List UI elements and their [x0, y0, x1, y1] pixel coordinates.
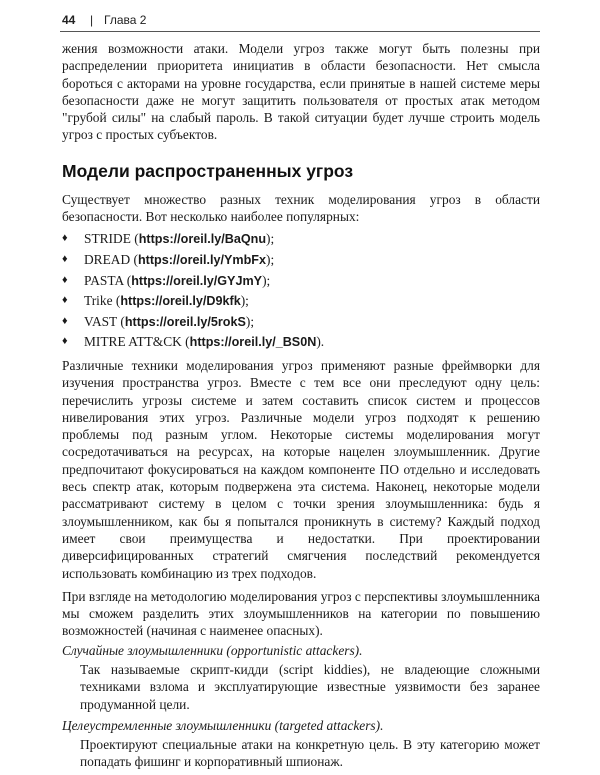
model-link[interactable]: https://oreil.ly/5rokS	[124, 314, 246, 329]
chapter-title: Глава 2	[104, 13, 147, 27]
list-item-end: ).	[316, 334, 325, 350]
bullet-icon: ♦	[62, 232, 68, 245]
model-link[interactable]: https://oreil.ly/BaQnu	[138, 232, 267, 247]
list-item: ♦ STRIDE (https://oreil.ly/BaQnu);	[62, 229, 540, 250]
model-name: Trike	[84, 293, 113, 309]
model-link[interactable]: https://oreil.ly/D9kfk	[120, 294, 241, 309]
model-name: MITRE ATT&CK	[84, 334, 182, 350]
model-name: PASTA	[84, 272, 124, 288]
header-separator: |	[90, 13, 94, 27]
list-item-end: );	[262, 272, 271, 288]
list-item: ♦ MITRE ATT&CK (https://oreil.ly/_BS0N).	[62, 332, 540, 353]
bullet-icon: ♦	[62, 314, 68, 327]
bullet-icon: ♦	[62, 294, 68, 307]
category-targeted-title: Целеустремленные злоумышленники (targeted attackers).	[62, 717, 384, 733]
model-name: STRIDE	[84, 231, 131, 247]
category-opportunistic-text: Так называемые скрипт-кидди (script kiddies), не владеющие сложными техниками взлома и эксплуатирующие известные уязвимости без заранее продуманной цели.	[80, 661, 540, 712]
list-item: ♦ PASTA (https://oreil.ly/GYJmY);	[62, 271, 540, 292]
list-item: ♦ VAST (https://oreil.ly/5rokS);	[62, 312, 540, 333]
model-link[interactable]: https://oreil.ly/YmbFx	[137, 252, 266, 267]
page-body	[62, 40, 540, 775]
attacker-view-paragraph: При взгляде на методологию моделирования угроз с перспективы злоумышленника мы сможем разделить этих злоумышленников на категории по повышению возможностей (начиная с наименее опасных).	[62, 588, 540, 639]
threat-model-list	[62, 229, 540, 353]
category-targeted-text: Проектируют специальные атаки на конкретную цель. В эту категорию может попадать фишинг и корпоративный шпионаж.	[80, 737, 540, 770]
list-item-end: );	[240, 293, 249, 309]
model-name: DREAD	[84, 251, 131, 267]
page-number: 44	[62, 13, 76, 27]
model-name: VAST	[84, 313, 117, 329]
list-item-end: );	[266, 251, 275, 267]
model-link[interactable]: https://oreil.ly/GYJmY	[131, 273, 263, 288]
list-item: ♦ DREAD (https://oreil.ly/YmbFx);	[62, 250, 540, 271]
model-link[interactable]: https://oreil.ly/_BS0N	[189, 335, 317, 350]
techniques-paragraph: Различные техники моделирования угроз применяют разные фреймворки для изучения пространства угроз. Вместе с тем все они преследуют одну цель: перечислить угрозы системе и затем составить список систем и процессов нивелирования этих угроз. Различные модели угроз подходят к решению проблемы под разным углом. Некоторые системы моделирования могут сосредотачиваться на ресурсах, на которые нацелен злоумышленник. Другие предпочитают фокусироваться на каждом компоненте ПО отдельно и исследовать весь спектр атак, которым подвержена эта система. Наконец, некоторые модели рассматривают систему в целом с точки зрения злоумышленника: будь я злоумышленником, как бы я попытался проникнуть в систему? Каждый подход имеет свои преимущества и недостатки. При проектировании диверсифицированных стратегий смягчения последствий рекомендуется использовать комбинацию из трех подходов.	[62, 357, 540, 581]
list-item-end: );	[266, 231, 275, 247]
bullet-icon: ♦	[62, 335, 68, 348]
list-intro-paragraph: Существует множество разных техник моделирования угроз в области безопасности. Вот несколько наиболее популярных:	[62, 191, 540, 225]
category-opportunistic-title: Случайные злоумышленники (opportunistic attackers).	[62, 642, 363, 658]
intro-paragraph: жения возможности атаки. Модели угроз также могут быть полезны при распределении приоритета инициатив в области безопасности. Нет смысла бороться с акторами на уровне государства, если принятые в нашей системе меры безопасности даже не могут защитить пользователя от простых атак методом "грубой силы" на слабый пароль. В такой ситуации будет лучше строить модель угроз с простых субъектов.	[62, 41, 540, 143]
header-rule	[60, 31, 540, 32]
bullet-icon: ♦	[62, 273, 68, 286]
list-item-end: );	[245, 313, 255, 329]
section-heading: Модели распространенных угроз	[62, 160, 354, 181]
bullet-icon: ♦	[62, 252, 68, 265]
list-item: ♦ Trike (https://oreil.ly/D9kfk);	[62, 291, 540, 312]
